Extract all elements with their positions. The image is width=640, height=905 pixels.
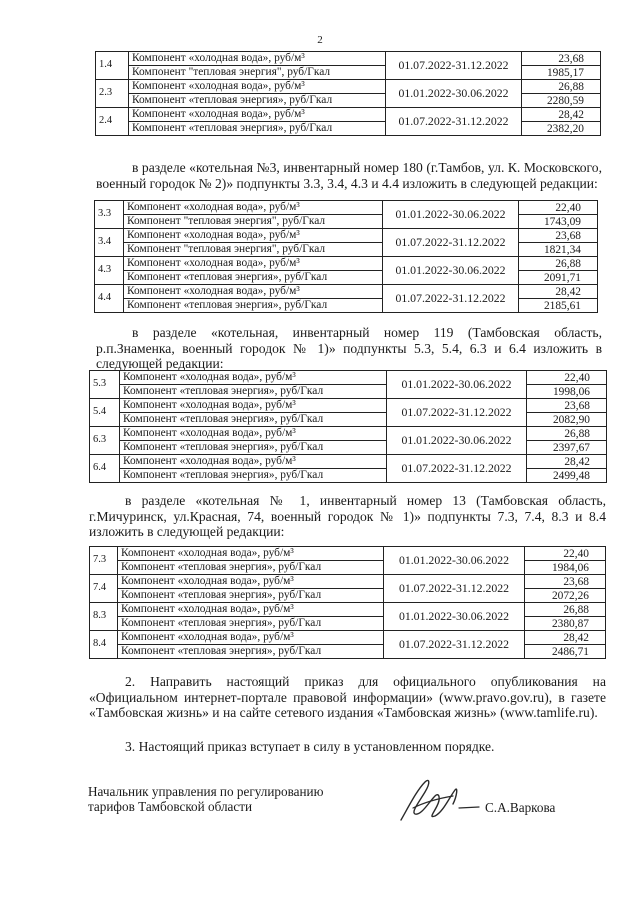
tariff-value: 2380,87 [525,617,606,631]
tariff-table-1 [95,51,601,136]
tariff-period: 01.01.2022-30.06.2022 [383,257,519,285]
component-name: Компонент «холодная вода», руб/м³ [129,52,386,66]
tariff-period: 01.01.2022-30.06.2022 [386,80,522,108]
table-row [90,399,607,413]
paragraph-section-7: в разделе «котельная № 1, инвентарный номер 13 (Тамбовская область, г.Мичуринск, ул.Красная, 74, военный городок № 1)» подпункты 7.3, 7.4, 8.3 и 8.4 изложить в следующей редакции: [89,493,606,539]
tariff-value: 26,88 [525,603,606,617]
component-name: Компонент "тепловая энергия", руб/Гкал [129,66,386,80]
tariff-value: 22,40 [519,201,598,215]
tariff-value: 2082,90 [527,413,607,427]
table-row [90,575,606,589]
component-name: Компонент "тепловая энергия", руб/Гкал [124,243,383,257]
component-name: Компонент «холодная вода», руб/м³ [124,229,383,243]
tariff-period: 01.01.2022-30.06.2022 [387,427,527,455]
item-number: 2.4 [96,108,129,136]
component-name: Компонент «тепловая энергия», руб/Гкал [118,617,384,631]
table-row [90,631,606,645]
table-row [90,561,606,575]
table-row [95,201,598,215]
table-row [95,229,598,243]
component-name: Компонент «холодная вода», руб/м³ [118,631,384,645]
tariff-period: 01.07.2022-31.12.2022 [383,229,519,257]
paragraph-effective: 3. Настоящий приказ вступает в силу в установленном порядке. [125,739,495,754]
component-name: Компонент «холодная вода», руб/м³ [118,603,384,617]
component-name: Компонент «холодная вода», руб/м³ [120,399,387,413]
tariff-table-2 [94,200,598,313]
tariff-value: 2091,71 [519,271,598,285]
component-name: Компонент «тепловая энергия», руб/Гкал [118,589,384,603]
table-row [95,285,598,299]
tariff-value: 22,40 [525,547,606,561]
tariff-value: 28,42 [519,285,598,299]
item-number: 5.3 [90,371,120,399]
component-name: Компонент «холодная вода», руб/м³ [118,547,384,561]
table-row [95,243,598,257]
component-name: Компонент «холодная вода», руб/м³ [120,455,387,469]
table-row [96,94,601,108]
component-name: Компонент «холодная вода», руб/м³ [129,108,386,122]
item-number: 8.4 [90,631,118,659]
paragraph-publication: 2. Направить настоящий приказ для официального опубликования на «Официальном интернет-портале правовой информации» (www.pravo.gov.ru), в газете «Тамбовская жизнь» и на сайте сетевого издания «Тамбовская жизнь» (www.tamlife.ru). [89,674,606,720]
tariff-value: 23,68 [525,575,606,589]
component-name: Компонент «холодная вода», руб/м³ [118,575,384,589]
item-number: 6.3 [90,427,120,455]
table-row [90,441,607,455]
table-row [96,108,601,122]
component-name: Компонент «тепловая энергия», руб/Гкал [129,94,386,108]
tariff-value: 28,42 [525,631,606,645]
component-name: Компонент «холодная вода», руб/м³ [124,285,383,299]
item-number: 4.3 [95,257,124,285]
tariff-value: 1743,09 [519,215,598,229]
tariff-value: 2382,20 [522,122,601,136]
item-number: 1.4 [96,52,129,80]
paragraph-section-5: в разделе «котельная, инвентарный номер 119 (Тамбовская область, р.п.Знаменка, военный городок № 1)» подпункты 5.3, 5.4, 6.3 и 6.4 изложить в следующей редакции: [96,325,602,371]
tariff-period: 01.07.2022-31.12.2022 [384,575,525,603]
component-name: Компонент «холодная вода», руб/м³ [120,427,387,441]
item-number: 7.3 [90,547,118,575]
table-row [90,455,607,469]
table-row [96,52,601,66]
component-name: Компонент «холодная вода», руб/м³ [124,257,383,271]
component-name: Компонент «тепловая энергия», руб/Гкал [124,299,383,313]
component-name: Компонент «тепловая энергия», руб/Гкал [120,441,387,455]
tariff-value: 1985,17 [522,66,601,80]
component-name: Компонент «холодная вода», руб/м³ [124,201,383,215]
tariff-period: 01.07.2022-31.12.2022 [383,285,519,313]
tariff-period: 01.07.2022-31.12.2022 [386,52,522,80]
component-name: Компонент «тепловая энергия», руб/Гкал [129,122,386,136]
tariff-period: 01.07.2022-31.12.2022 [387,455,527,483]
component-name: Компонент «тепловая энергия», руб/Гкал [118,645,384,659]
tariff-value: 1821,34 [519,243,598,257]
tariff-value: 23,68 [522,52,601,66]
tariff-value: 26,88 [527,427,607,441]
table-row [90,371,607,385]
tariff-value: 23,68 [519,229,598,243]
tariff-table-4 [89,546,606,659]
signatory-position-line2: тарифов Тамбовской области [88,799,253,814]
tariff-period: 01.07.2022-31.12.2022 [387,399,527,427]
signatory-name: С.А.Варкова [485,800,556,815]
tariff-value: 2072,26 [525,589,606,603]
table-row [90,427,607,441]
table-row [96,122,601,136]
paragraph-section-3: в разделе «котельная №3, инвентарный номер 180 (г.Тамбов, ул. К. Московского, военный городок № 2)» подпункты 3.3, 3.4, 4.3 и 4.4 изложить в следующей редакции: [96,160,602,191]
table-row [90,469,607,483]
tariff-value: 1998,06 [527,385,607,399]
table-row [90,603,606,617]
component-name: Компонент «тепловая энергия», руб/Гкал [124,271,383,285]
component-name: Компонент «тепловая энергия», руб/Гкал [120,413,387,427]
item-number: 7.4 [90,575,118,603]
table-row [95,215,598,229]
tariff-period: 01.07.2022-31.12.2022 [384,631,525,659]
tariff-value: 2397,67 [527,441,607,455]
tariff-value: 2280,59 [522,94,601,108]
table-row [95,257,598,271]
table-row [90,645,606,659]
tariff-value: 2499,48 [527,469,607,483]
component-name: Компонент "тепловая энергия", руб/Гкал [124,215,383,229]
table-row [96,66,601,80]
signatory-position-line1: Начальник управления по регулированию [88,784,324,799]
tariff-value: 28,42 [522,108,601,122]
table-row [90,589,606,603]
tariff-value: 23,68 [527,399,607,413]
item-number: 5.4 [90,399,120,427]
table-row [90,617,606,631]
table-row [90,547,606,561]
component-name: Компонент «тепловая энергия», руб/Гкал [120,385,387,399]
table-row [96,80,601,94]
item-number: 3.4 [95,229,124,257]
component-name: Компонент «холодная вода», руб/м³ [129,80,386,94]
table-row [95,299,598,313]
tariff-period: 01.01.2022-30.06.2022 [384,547,525,575]
tariff-period: 01.01.2022-30.06.2022 [387,371,527,399]
tariff-value: 26,88 [519,257,598,271]
component-name: Компонент «холодная вода», руб/м³ [120,371,387,385]
tariff-period: 01.01.2022-30.06.2022 [383,201,519,229]
tariff-period: 01.01.2022-30.06.2022 [384,603,525,631]
tariff-value: 26,88 [522,80,601,94]
tariff-period: 01.07.2022-31.12.2022 [386,108,522,136]
tariff-table-3 [89,370,607,483]
item-number: 8.3 [90,603,118,631]
component-name: Компонент «тепловая энергия», руб/Гкал [118,561,384,575]
tariff-value: 1984,06 [525,561,606,575]
tariff-value: 28,42 [527,455,607,469]
item-number: 4.4 [95,285,124,313]
table-row [90,413,607,427]
handwritten-signature [395,768,485,830]
table-row [90,385,607,399]
page-number: 2 [317,34,323,46]
item-number: 2.3 [96,80,129,108]
item-number: 6.4 [90,455,120,483]
tariff-value: 22,40 [527,371,607,385]
item-number: 3.3 [95,201,124,229]
component-name: Компонент «тепловая энергия», руб/Гкал [120,469,387,483]
tariff-value: 2185,61 [519,299,598,313]
tariff-value: 2486,71 [525,645,606,659]
signatory-position [88,784,323,814]
table-row [95,271,598,285]
